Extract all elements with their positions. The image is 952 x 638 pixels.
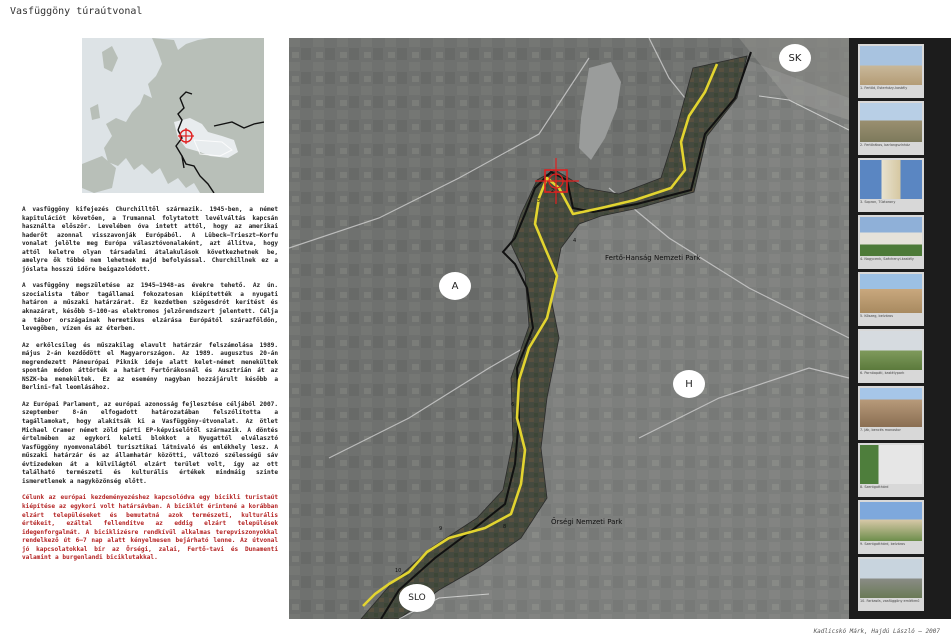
photo-strip [849,38,951,619]
route-number: 8 [503,524,507,530]
photo-thumbnail[interactable] [858,443,924,497]
country-badge-slo: SLO [399,584,435,612]
photo-thumbnail[interactable] [858,500,924,554]
park-label-orseg: Őrségi Nemzeti Park [551,518,623,526]
route-map[interactable] [289,38,849,619]
paragraph-dismantling: Az erkölcsileg és műszakilag elavult határzár felszámolása 1989. május 2-án kezdődött el Magyarországon. Az 1989. augusztus 20-án megrendezett Páneurópai Piknik ideje alatt kelet-német menekültek spontán módon áttörték a határt Fertőrákosnál és Ausztrián át az NSZK-ba menekültek. Ez az esemény nagyban hozzájárult később a Berlini-fal leomlásához. [22,341,278,392]
photo-thumbnail[interactable] [858,215,924,269]
photo-caption: 2. Fertőrákos, barlangszínház [860,143,910,147]
photo-thumbnail[interactable] [858,101,924,155]
photo-thumbnail[interactable] [858,386,924,440]
description-text [22,206,278,571]
route-number: 4 [573,238,577,244]
page-title: Vasfüggöny túraútvonal [10,6,143,17]
photo-caption: 1. Fertőd, Esterházy-kastély [860,86,908,90]
photo-caption: 9. Szentgotthárd, belváros [860,542,905,546]
country-badge-h: H [673,370,705,398]
photo-thumbnail[interactable] [858,272,924,326]
paragraph-origin: A vasfüggöny kifejezés Churchilltől származik. 1945-ben, a német kapitulációt követően, a Trumannal folytatott levélváltás kapcsán használta először. Levelében óva intett attól, hogy az amerikai haderőt azonnal visszavonják Európából. A Lübeck–Trieszt–Korfu vonalat jelölte meg Európa választóvonalaként, azt állítva, hogy attól keletre olyan társadalmi átalakulások következhetnek be, amelyre ők többé nem lehetnek majd befolyással. Churchillnek ez a jóslata hosszú időre beigazolódott. [22,206,278,273]
route-number: 2 [551,188,555,194]
photo-caption: 6. Pornóapáti, kastélypark [860,371,905,375]
route-number: 5 [529,336,533,342]
country-badge-a: A [439,272,471,300]
photo-caption: 5. Kőszeg, belváros [860,314,893,318]
photo-thumbnail[interactable] [858,329,924,383]
park-label-ferto: Fertő-Hanság Nemzeti Park [605,254,701,262]
photo-thumbnail[interactable] [858,158,924,212]
route-number: 6 [511,402,515,408]
photo-caption: 10. Farkasfa, vasfüggöny emlékmű [860,599,920,603]
photo-caption: 8. Szentgotthárd [860,485,889,489]
route-number: 9 [439,526,443,532]
europe-inset-map [82,38,264,193]
photo-thumbnail[interactable] [858,44,924,98]
photo-caption: 3. Sopron, Tűztorony [860,200,896,204]
footer-credit: Kadlicskó Márk, Hajdú László – 2007 [813,628,940,635]
paragraph-birth: A vasfüggöny megszületése az 1945–1948-as évekre tehető. Az ún. szocialista tábor tagállamai fokozatosan kiépítették a nyugati határon a műszaki határzárat. Ez kezdetben szögesdrót kerítést és aknazárat, később S-100-as elektromos jelzőrendszert jelentett. Célja a tábor országainak hermetikus elzárása Európától szárazföldön, levegőben, vízen és az éterben. [22,282,278,333]
route-number: 3 [537,198,541,204]
photo-thumbnail[interactable] [858,557,924,611]
photo-caption: 4. Nagycenk, Széchenyi-kastély [860,257,914,261]
paragraph-parliament: Az Európai Parlament, az európai azonosság fejlesztése céljából 2007. szeptember 8-án elfogadott határozatában felszólította a tagállamokat, hogy alakítsák ki a Vasfüggöny-útvonalat. Az ötlet Michael Cramer német zöld párti EP-képviselőtől származik. A döntés értelmében az egykori keleti blokkot a Nyugattól elválasztó Vasfüggöny nyomvonalából turisztikai látnivaló és emlékhely lesz. A műszaki határzár és az államhatár közötti, változó szélességű sáv évtizedeken át a külvilágtól elzárt terület volt, így az ott található természeti és kulturális értékek mindmáig szinte ismeretlenek a nagyközönség előtt. [22,400,278,485]
route-number: 10 [395,568,402,574]
country-badge-sk: SK [779,44,811,72]
photo-caption: 7. Ják, bencés monostor [860,428,901,432]
paragraph-goal: Célunk az európai kezdeményezéshez kapcsolódva egy bicikli turistaút kiépítése az egykori volt határsávban. A biciklút érintené a korábban elzárt településeket és bemutatná azok természeti, kulturális értékeit, ezáltal fellendítve az eddig elzárt települések idegenforgalmát. A biciklizésre rendkívül alkalmas terepviszonyokkal rendelkező út 6–7 nap alatt kényelmesen bejárható lenne. Az útvonal jó kapcsolatokkal bír az Őrségi, zalai, Fertő-tavi és Dunamenti valamint a burgenlandi biciklutakkal. [22,494,278,562]
